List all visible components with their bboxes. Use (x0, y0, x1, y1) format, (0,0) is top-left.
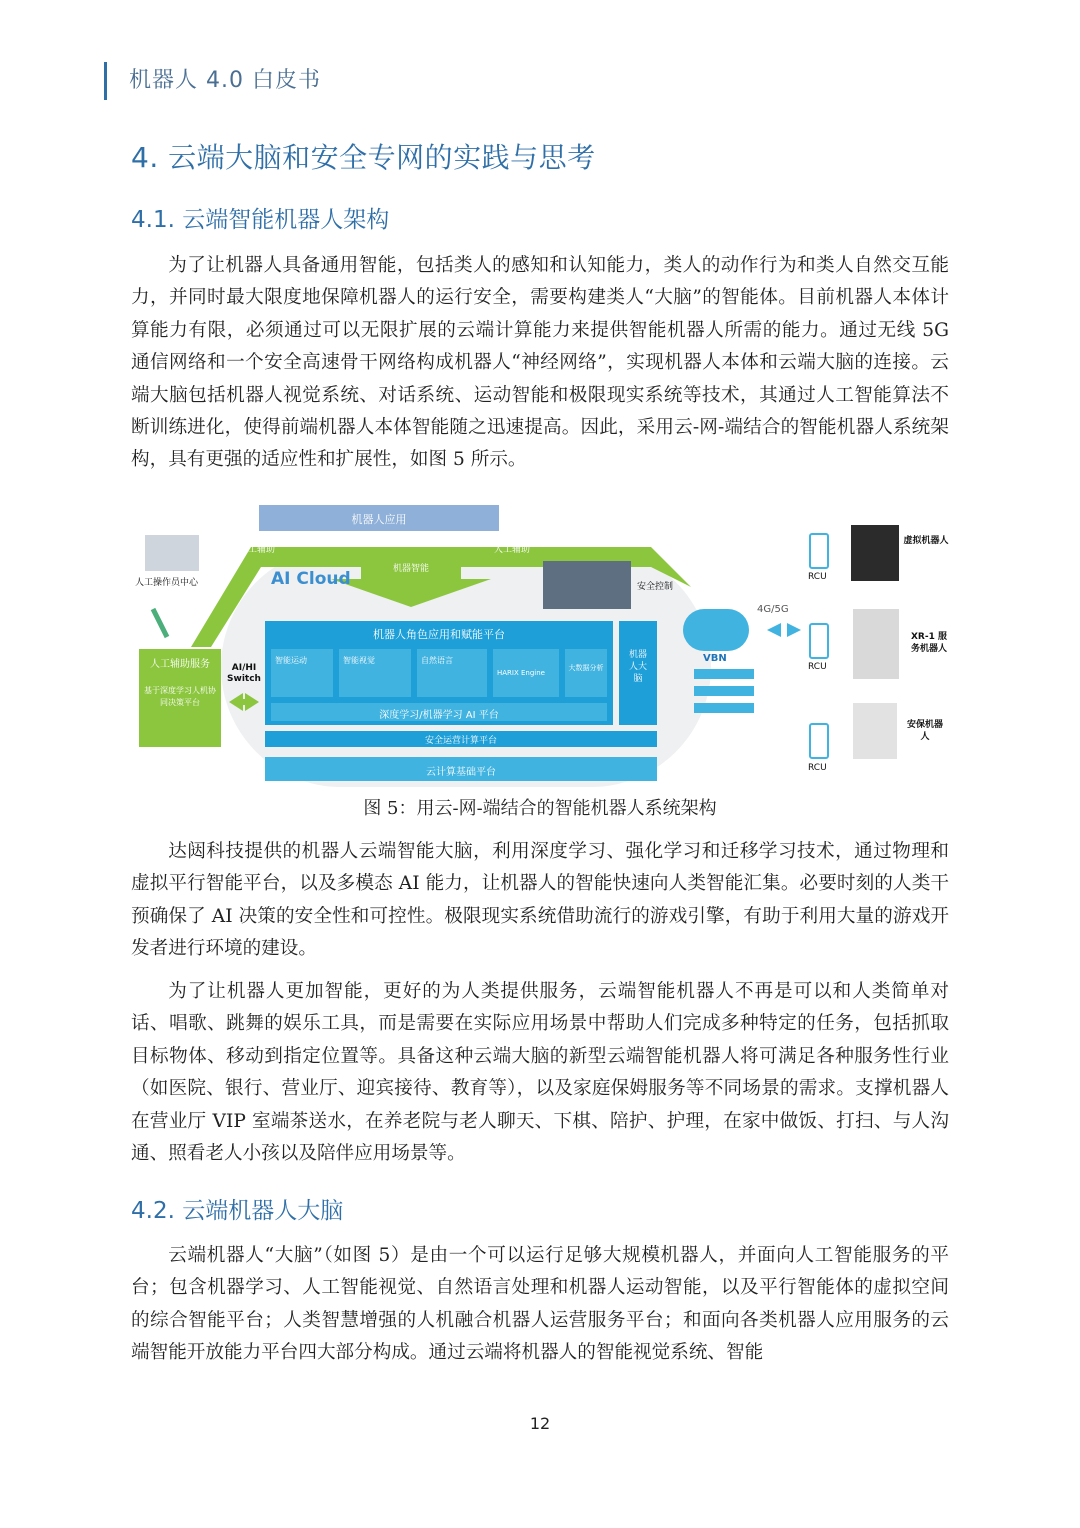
operator-photo (145, 535, 199, 571)
platform-box: 机器人角色应用和赋能平台 智能运动 智能视觉 自然语言 HARIX Engine 大数据分析 深度学习/机器学习 AI 平台 (265, 621, 613, 725)
vbn-layer-2 (694, 686, 754, 696)
figure-caption: 图 5：用云-网-端结合的智能机器人系统架构 (363, 798, 717, 819)
label-rcu-3: RCU (808, 763, 827, 773)
virtual-robot-photo (851, 525, 899, 581)
label-ai-cloud: AI Cloud (271, 569, 351, 589)
vbn-cloud (683, 609, 749, 651)
vbn-layer-3 (694, 703, 754, 713)
subsection-heading-4-2: 4.2. 云端机器人大脑 (131, 1198, 344, 1224)
paragraph-2: 达闼科技提供的机器人云端智能大脑，利用深度学习、强化学习和迁移学习技术，通过物理和虚拟平行智能平台，以及多模态 AI 能力，让机器人的智能快速向人类智能汇集。必要时刻的人类干预确保了 AI 决策的安全性和可控性。极限现实系统借助流行的游戏引擎，有助于利用大量的游戏开发者进行环境的建设。 (131, 841, 949, 960)
cloud-base-bar: 云计算基础平台 (265, 757, 657, 781)
label-vbn: VBN (703, 653, 727, 664)
label-security-robot: 安保机器人 (907, 720, 944, 742)
label-human-support-right: 人工辅助 (494, 545, 531, 555)
paragraph-1: 为了让机器人具备通用智能，包括类人的感知和认知能力，类人的动作行为和类人自然交互能力，并同时最大限度地保障机器人的运行安全，需要构建类人“大脑”的智能体。目前机器人本体计算能力有限，必须通过可以无限扩展的云端计算能力来提供智能机器人所需的能力。通过无线 5G 通信网络和一个安全高速骨干网络构成机器人“神经网络”，实现机器人本体和云端大脑的连接。云端大脑包括机器人视觉系统、对话系统、运动智能和极限现实系统等技术，其通过人工智能算法不断训练进化，使得前端机器人本体智能随之迅速提高。因此，采用云-网-端结合的智能机器人系统架构，具有更强的适应性和扩展性，如图 5 所示。 (131, 255, 949, 471)
platform-module-5: 大数据分析 (565, 649, 607, 697)
page-number: 12 (529, 1414, 551, 1433)
human-intel-box: 人工辅助服务 基于深度学习人机协同决策平台 (139, 649, 221, 747)
label-rcu-1: RCU (808, 572, 827, 582)
label-virtual-robot: 虚拟机器人 (903, 536, 949, 546)
rcu-device-3 (809, 723, 829, 759)
rcu-device-2 (809, 623, 829, 659)
platform-module-2: 智能视觉 (339, 649, 411, 697)
rcu-device-1 (809, 533, 829, 569)
xr1-robot-photo (853, 609, 899, 679)
label-ai-hi-switch: AI/HI Switch (227, 663, 261, 684)
vbn-layer-1 (694, 669, 754, 679)
label-xr1-robot: XR-1 服务机器人 (910, 632, 947, 654)
platform-module-3: 自然语言 (417, 649, 487, 697)
platform-module-4: HARIX Engine (493, 649, 559, 697)
platform-module-1: 智能运动 (271, 649, 333, 697)
label-security-control: 安全控制 (637, 582, 674, 592)
subsection-heading-4-1: 4.1. 云端智能机器人架构 (131, 207, 390, 233)
label-4g5g: 4G/5G (757, 604, 789, 615)
paragraph-3: 为了让机器人更加智能，更好的为人类提供服务，云端智能机器人不再是可以和人类简单对话、唱歌、跳舞的娱乐工具，而是需要在实际应用场景中帮助人们完成多种特定的任务，包括抓取目标物体、移动到指定位置等。具备这种云端大脑的新型云端智能机器人将可满足各种服务性行业（如医院、银行、营业厅、迎宾接待、教育等），以及家庭保姆服务等不同场景的需求。支撑机器人在营业厅 VIP 室端茶送水，在养老院与老人聊天、下棋、陪护、护理，在家中做饭、打扫、与人沟通、照看老人小孩以及陪伴应用场景等。 (131, 981, 949, 1165)
security-control-photo (543, 561, 631, 609)
robot-brain-box: 机器人大脑 (619, 621, 657, 725)
section-heading: 4. 云端大脑和安全专网的实践与思考 (131, 141, 596, 174)
label-operator-center: 人工操作员中心 (135, 578, 199, 588)
security-ops-bar: 安全运营计算平台 (265, 731, 657, 747)
running-header: 机器人 4.0 白皮书 (104, 62, 321, 100)
security-robot-photo (853, 703, 897, 759)
figure-5-architecture (131, 497, 957, 789)
deep-learning-bar: 深度学习/机器学习 AI 平台 (271, 703, 607, 721)
robot-app-bar: 机器人应用 (259, 505, 499, 531)
label-rcu-2: RCU (808, 662, 827, 672)
paragraph-4: 云端机器人“大脑”（如图 5）是由一个可以运行足够大规模机器人，并面向人工智能服务的平台；包含机器学习、人工智能视觉、自然语言处理和机器人运动智能，以及平行智能体的虚拟空间的综合智能平台；人类智慧增强的人机融合机器人运营服务平台；和面向各类机器人应用服务的云端智能开放能力平台四大部分构成。通过云端将机器人的智能视觉系统、智能 (131, 1245, 949, 1364)
label-human-support-left: 人工辅助 (239, 545, 276, 555)
label-machine-intel: 机器智能 (393, 564, 430, 574)
